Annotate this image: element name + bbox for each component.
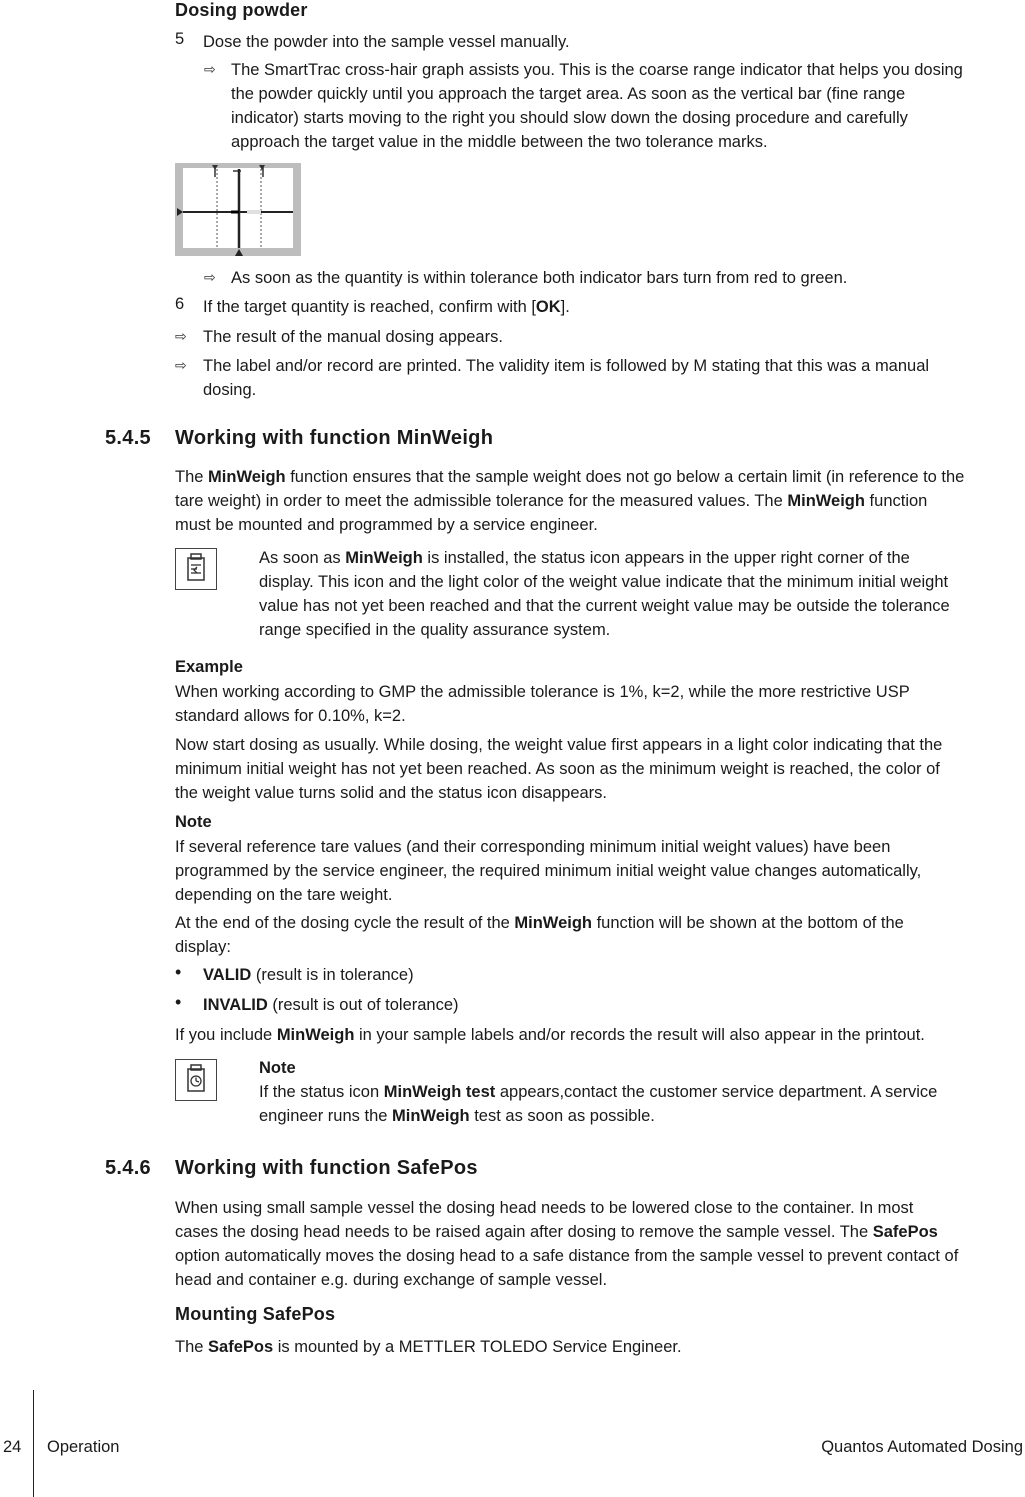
text-line: the weight value turns solid and the status icon disappears. [175,784,608,802]
result-text: The result of the manual dosing appears. [203,328,503,346]
section-number: 5.4.6 [105,1157,151,1179]
bold-term: SafePos [872,1223,938,1241]
text-line: If several reference tare values (and their corresponding minimum initial weight values) have been [175,838,891,856]
minweigh-icon-note [259,546,1024,642]
text-span: The [175,468,209,486]
text-span: The [175,1338,209,1356]
text-line [175,489,1025,513]
text-line: depending on the tare weight. [175,886,393,904]
text-span: function [864,492,928,510]
result-arrow-icon: ⇨ [175,328,187,344]
bold-term: MinWeigh [276,1026,355,1044]
text-line [259,1104,1024,1128]
text-line [175,911,1025,935]
section-number: 5.4.5 [105,427,151,449]
text-line: head and container e.g. during exchange of sample vessel. [175,1271,608,1289]
step-text [203,295,570,319]
footer-product: Quantos Automated Dosing [821,1438,1023,1456]
invalid-item [203,993,459,1017]
mounting-safepos-heading: Mounting SafePos [175,1304,336,1324]
result-paragraph [231,58,1021,154]
text-span: If you include [175,1026,277,1044]
text-line: When using small sample vessel the dosing head needs to be lowered close to the container. In most [175,1199,914,1217]
text-span: (result is out of tolerance) [267,996,459,1014]
ok-key-label: OK [535,298,561,316]
safepos-intro [175,1196,1025,1292]
text-line: approach the target value in the middle between the two tolerance marks. [231,133,768,151]
text-span: engineer runs the [259,1107,393,1125]
bullet-icon: • [175,992,182,1012]
text-line: value has not yet been reached and that the current weight value may be outside the tolerance [259,597,950,615]
bold-term: MinWeigh [514,914,592,932]
text-span: is installed, the status icon appears in the upper right corner of the [422,549,910,567]
result-arrow-icon: ⇨ [175,357,187,373]
example-heading: Example [175,658,243,676]
dosing-powder-heading: Dosing powder [175,0,308,20]
bullet-icon: • [175,962,182,982]
text-line: display: [175,938,231,956]
text-span: is mounted by a METTLER TOLEDO Service Engineer. [273,1338,682,1356]
invalid-label: INVALID [203,996,268,1014]
section-title: Working with function MinWeigh [175,427,494,449]
note-paragraph [175,835,1025,907]
text-line: The SmartTrac cross-hair graph assists you. This is the coarse range indicator that helps you dosing [231,61,963,79]
note-heading: Note [259,1059,296,1077]
minweigh-test-icon [175,1059,217,1101]
text-line: the powder quickly until you approach the target area. As soon as the vertical bar (fine range [231,85,906,103]
bold-term: MinWeigh [392,1107,470,1125]
text-line [259,546,1024,570]
valid-label: VALID [203,966,252,984]
text-line: dosing. [203,381,257,399]
text-line [259,1080,1024,1104]
valid-item [203,963,414,987]
text-line: standard allows for 0.10%, k=2. [175,707,406,725]
text-line: The label and/or record are printed. The validity item is followed by M stating that this was a manual [203,357,930,375]
step-number: 5 [175,30,185,48]
footer-divider [33,1390,34,1497]
text-span: function will be shown at the bottom of the [592,914,904,932]
text-span: If the target quantity is reached, confirm with [ [203,298,536,316]
text-line: Now start dosing as usually. While dosing, the weight value first appears in a light color indicating that the [175,736,943,754]
text-line [175,465,1025,489]
minweigh-intro [175,465,1025,537]
text-line: must be mounted and programmed by a service engineer. [175,516,598,534]
text-span: function ensures that the sample weight does not go below a certain limit (in reference to the [285,468,965,486]
text-span: (result is in tolerance) [251,966,414,984]
bold-term: MinWeigh [345,549,423,567]
smarttrac-crosshair-graph [175,163,301,256]
printout-text [175,1023,925,1047]
step-number: 6 [175,295,185,313]
text-line: programmed by the service engineer, the required minimum initial weight value changes automatically, [175,862,922,880]
text-line: option automatically moves the dosing head to a safe distance from the sample vessel to prevent contact of [175,1247,959,1265]
text-span: cases the dosing head needs to be raised again after dosing to remove the sample vessel. The [175,1223,873,1241]
section-title: Working with function SafePos [175,1157,478,1179]
minweigh-status-icon [175,548,217,590]
result-paragraph [203,354,1013,402]
mounting-text [175,1335,682,1359]
result-arrow-icon: ⇨ [204,61,216,77]
dosing-paragraph [175,733,1025,805]
result-arrow-icon: ⇨ [204,269,216,285]
note-heading: Note [175,813,212,831]
minweigh-test-note [259,1056,1024,1128]
bold-term: MinWeigh test [383,1083,496,1101]
text-span: ]. [560,298,570,316]
bold-term: MinWeigh [787,492,865,510]
text-line: display. This icon and the light color of the weight value indicate that the minimum initial weight [259,573,949,591]
text-span: If the status icon [259,1083,384,1101]
text-span: As soon as [259,549,346,567]
text-line: minimum initial weight has not yet been reached. As soon as the minimum weight is reached, the color of [175,760,940,778]
text-line: range specified in the quality assurance system. [259,621,611,639]
text-line [175,1220,1025,1244]
text-span: appears,contact the customer service department. A service [495,1083,938,1101]
text-span: tare weight) in order to meet the admissible tolerance for the measured values. The [175,492,788,510]
text-span: test as soon as possible. [469,1107,655,1125]
end-cycle-paragraph [175,911,1025,959]
bold-term: MinWeigh [208,468,286,486]
text-line: indicator) starts moving to the right you should slow down the dosing procedure and carefully [231,109,908,127]
text-line: When working according to GMP the admissible tolerance is 1%, k=2, while the more restrictive USP [175,683,910,701]
page-number: 24 [3,1438,22,1456]
bold-term: SafePos [208,1338,274,1356]
result-text: As soon as the quantity is within tolerance both indicator bars turn from red to green. [231,269,848,287]
text-span: in your sample labels and/or records the result will also appear in the printout. [354,1026,925,1044]
example-paragraph [175,680,1025,728]
step-text: Dose the powder into the sample vessel manually. [203,33,570,51]
footer-section: Operation [47,1438,120,1456]
text-span: At the end of the dosing cycle the result of the [175,914,515,932]
